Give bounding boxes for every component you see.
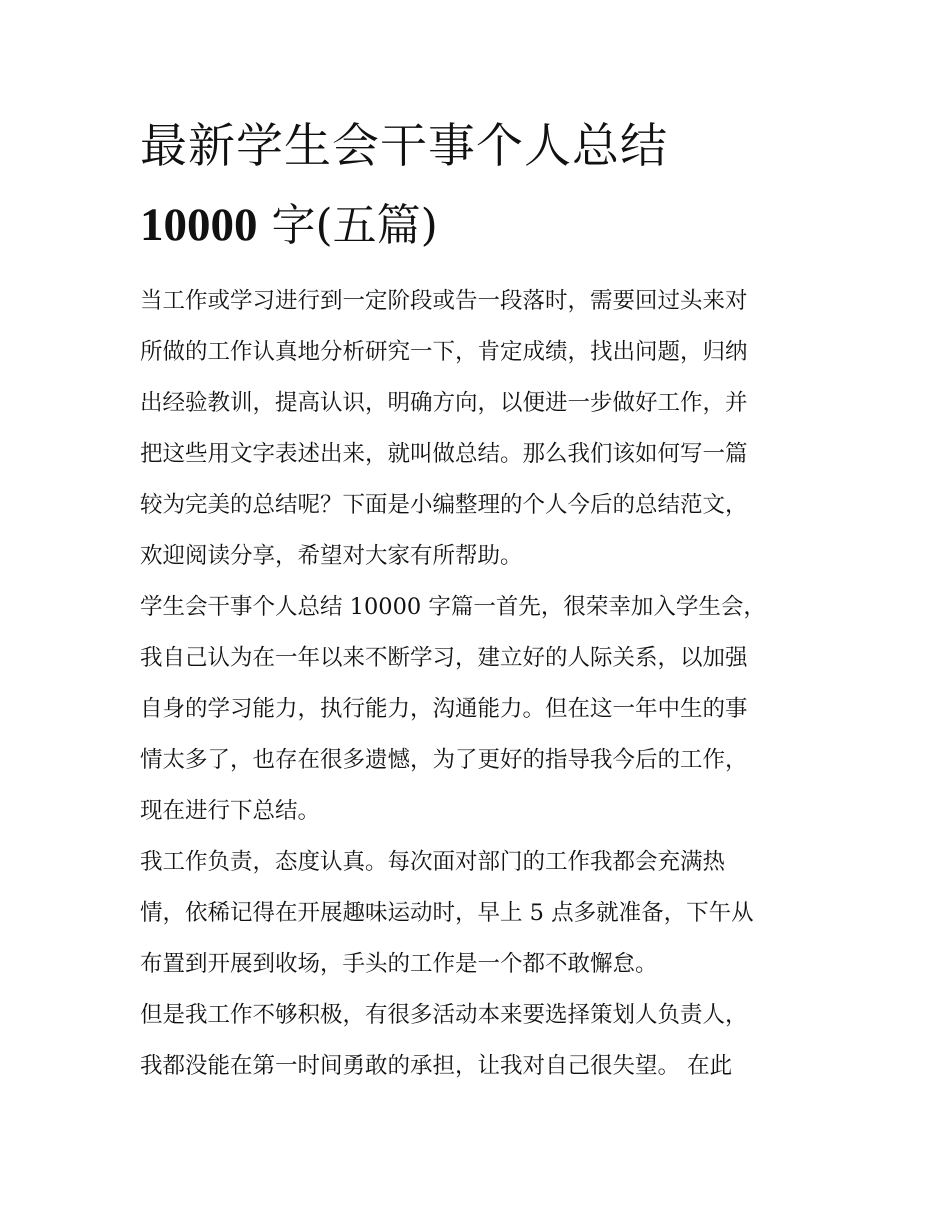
body-line: 较为完美的总结呢？下面是小编整理的个人今后的总结范文， — [140, 492, 748, 518]
document-body — [140, 276, 830, 1092]
body-line: 自身的学习能力，执行能力，沟通能力。但在这一年中生的事 — [140, 696, 748, 722]
body-line: 把这些用文字表述出来，就叫做总结。那么我们该如何写一篇 — [140, 441, 748, 467]
title-line-2 — [140, 192, 830, 270]
body-line: 所做的工作认真地分析研究一下，肯定成绩，找出问题，归纳 — [140, 339, 748, 365]
body-line: 布置到开展到收场，手头的工作是一个都不敢懈怠。 — [140, 951, 658, 977]
title-number: 10000 — [140, 199, 258, 251]
body-line: 出经验教训，提高认识，明确方向，以便进一步做好工作，并 — [140, 390, 748, 416]
body-line: 学生会干事个人总结 10000 字篇一首先，很荣幸加入学生会， — [140, 594, 766, 620]
body-line: 当工作或学习进行到一定阶段或告一段落时，需要回过头来对 — [140, 288, 748, 314]
body-line: 我自己认为在一年以来不断学习，建立好的人际关系，以加强 — [140, 645, 748, 671]
body-line: 现在进行下总结。 — [140, 798, 321, 824]
title-suffix: 字(五篇) — [257, 200, 438, 251]
document-title — [140, 114, 830, 270]
body-line: 但是我工作不够积极，有很多活动本来要选择策划人负责人， — [140, 1002, 748, 1028]
title-line-1: 最新学生会干事个人总结 — [140, 119, 668, 174]
body-line: 情太多了，也存在很多遗憾，为了更好的指导我今后的工作， — [140, 747, 748, 773]
body-line: 情，依稀记得在开展趣味运动时，早上 5 点多就准备，下午从 — [140, 900, 754, 926]
body-line: 我都没能在第一时间勇敢的承担，让我对自己很失望。 在此 — [140, 1053, 733, 1079]
body-line: 欢迎阅读分享，希望对大家有所帮助。 — [140, 543, 523, 569]
body-line: 我工作负责，态度认真。每次面对部门的工作我都会充满热 — [140, 849, 726, 875]
